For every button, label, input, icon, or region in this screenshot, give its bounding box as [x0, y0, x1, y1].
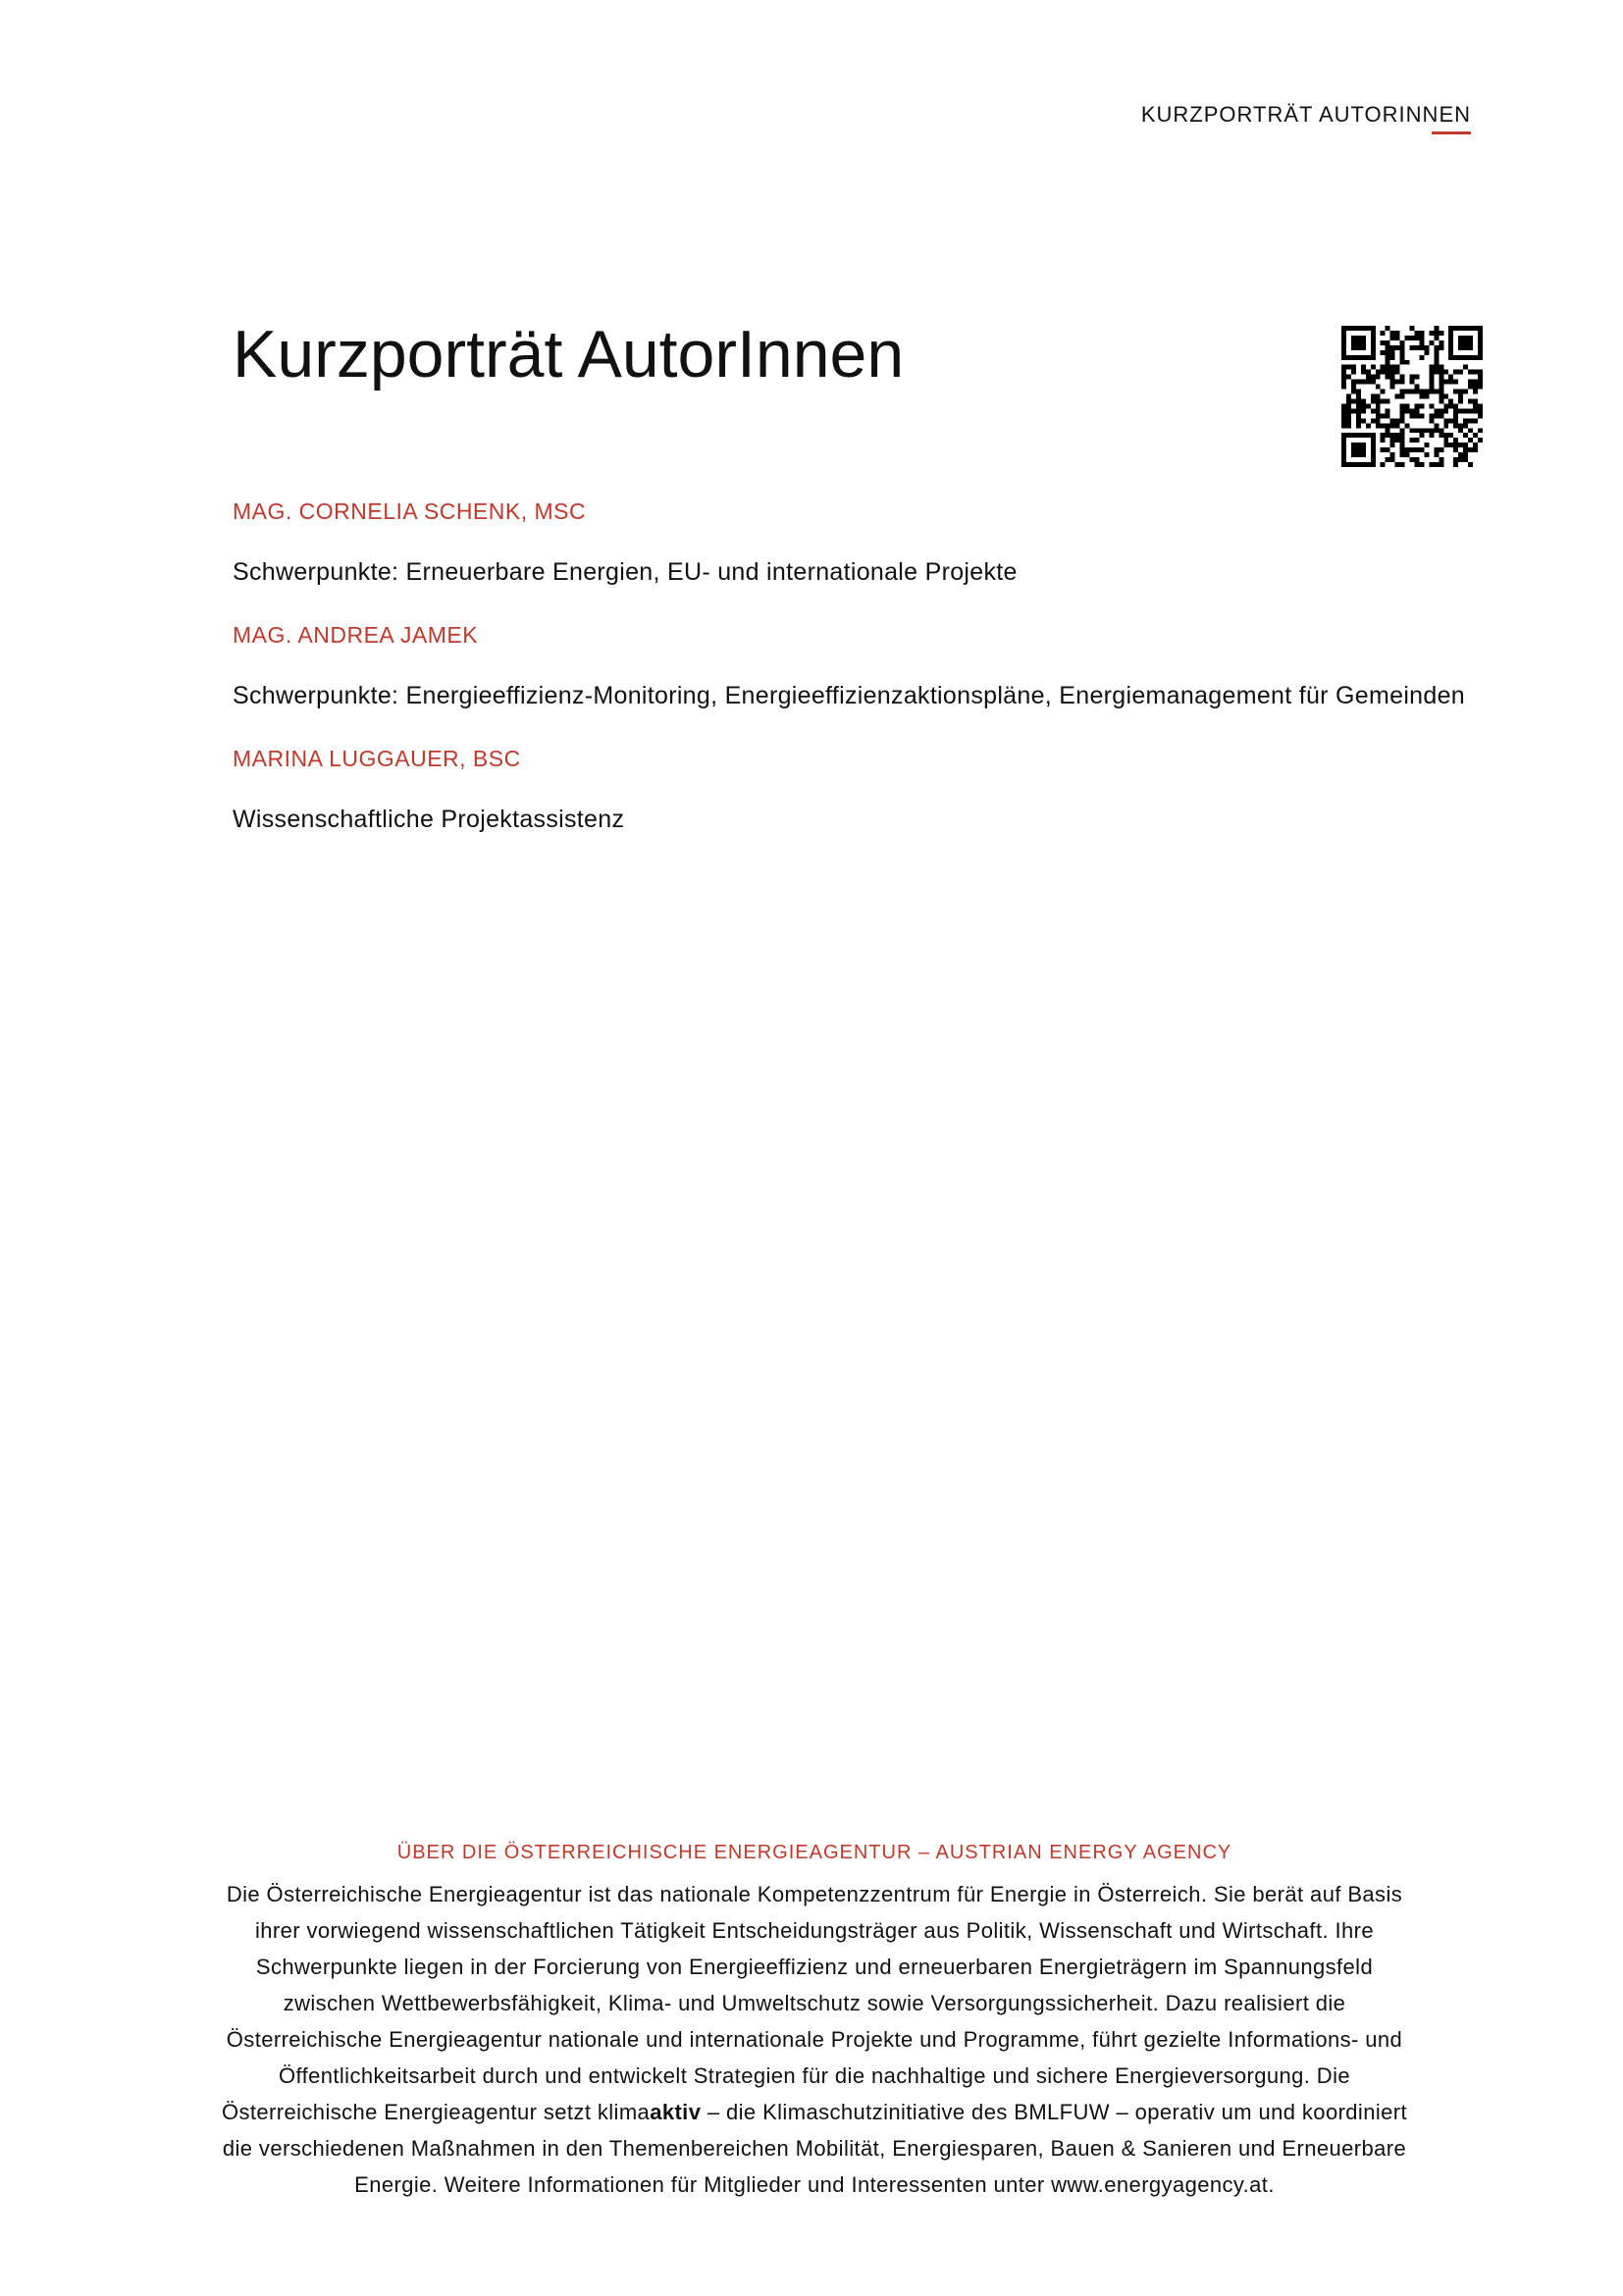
about-line: Die Österreichische Energieagentur ist das nationale Kompetenzzentrum für Energie in Österreich. Sie berät auf Basis: [226, 1882, 1403, 1906]
about-line: Energie. Weitere Informationen für Mitglieder und Interessenten unter www.energyagency.at.: [354, 2172, 1275, 2197]
author-name: MAG. CORNELIA SCHENK, MSC: [233, 498, 587, 524]
about-line: Öffentlichkeitsarbeit durch und entwickelt Strategien für die nachhaltige und sichere Energieversorgung. Die: [278, 2063, 1351, 2088]
section-header-label: KURZPORTRÄT AUTORINNEN: [1140, 102, 1471, 127]
about-line: die verschiedenen Maßnahmen in den Themenbereichen Mobilität, Energiesparen, Bauen & Sanieren und Erneuerbare: [222, 2136, 1407, 2161]
author-entry: [233, 622, 1508, 710]
about-section: [177, 1842, 1452, 2203]
authors-list: [233, 498, 1508, 869]
about-body: [177, 1876, 1452, 2203]
page-title: Kurzporträt AutorInnen: [233, 317, 905, 391]
about-line: Österreichische Energieagentur nationale und internationale Projekte und Programme, führt gezielte Informations- und: [226, 2027, 1403, 2052]
about-title: ÜBER DIE ÖSTERREICHISCHE ENERGIEAGENTUR – AUSTRIAN ENERGY AGENCY: [396, 1842, 1232, 1863]
qr-code-icon[interactable]: [1341, 326, 1483, 467]
about-line: zwischen Wettbewerbsfähigkeit, Klima- und Umweltschutz sowie Versorgungssicherheit. Dazu realisiert die: [283, 1991, 1346, 2015]
author-focus: Schwerpunkte: Energieeffizienz-Monitoring, Energieeffizienzaktionspläne, Energiemanagement für Gemeinden: [233, 682, 1465, 709]
author-name: MARINA LUGGAUER, BSC: [233, 746, 521, 771]
author-focus: Schwerpunkte: Erneuerbare Energien, EU- und internationale Projekte: [233, 558, 1018, 586]
author-name: MAG. ANDREA JAMEK: [233, 622, 479, 648]
about-line: ihrer vorwiegend wissenschaftlichen Tätigkeit Entscheidungsträger aus Politik, Wissenschaft und Wirtschaft. Ihre: [254, 1918, 1374, 1943]
about-line-part: Österreichische Energieagentur setzt klima: [221, 2100, 651, 2124]
author-entry: [233, 746, 1508, 834]
about-line: [222, 2100, 1407, 2124]
about-line-part: – die Klimaschutzinitiative des BMLFUW – operativ um und koordiniert: [701, 2100, 1408, 2124]
about-line: Schwerpunkte liegen in der Forcierung von Energieeffizienz und erneuerbaren Energieträgern im Spannungsfeld: [255, 1955, 1374, 1979]
section-header-underline: [1432, 131, 1471, 134]
author-focus: Wissenschaftliche Projektassistenz: [233, 806, 625, 833]
klimaaktiv-bold: aktiv: [650, 2100, 702, 2124]
author-entry: [233, 498, 1508, 587]
